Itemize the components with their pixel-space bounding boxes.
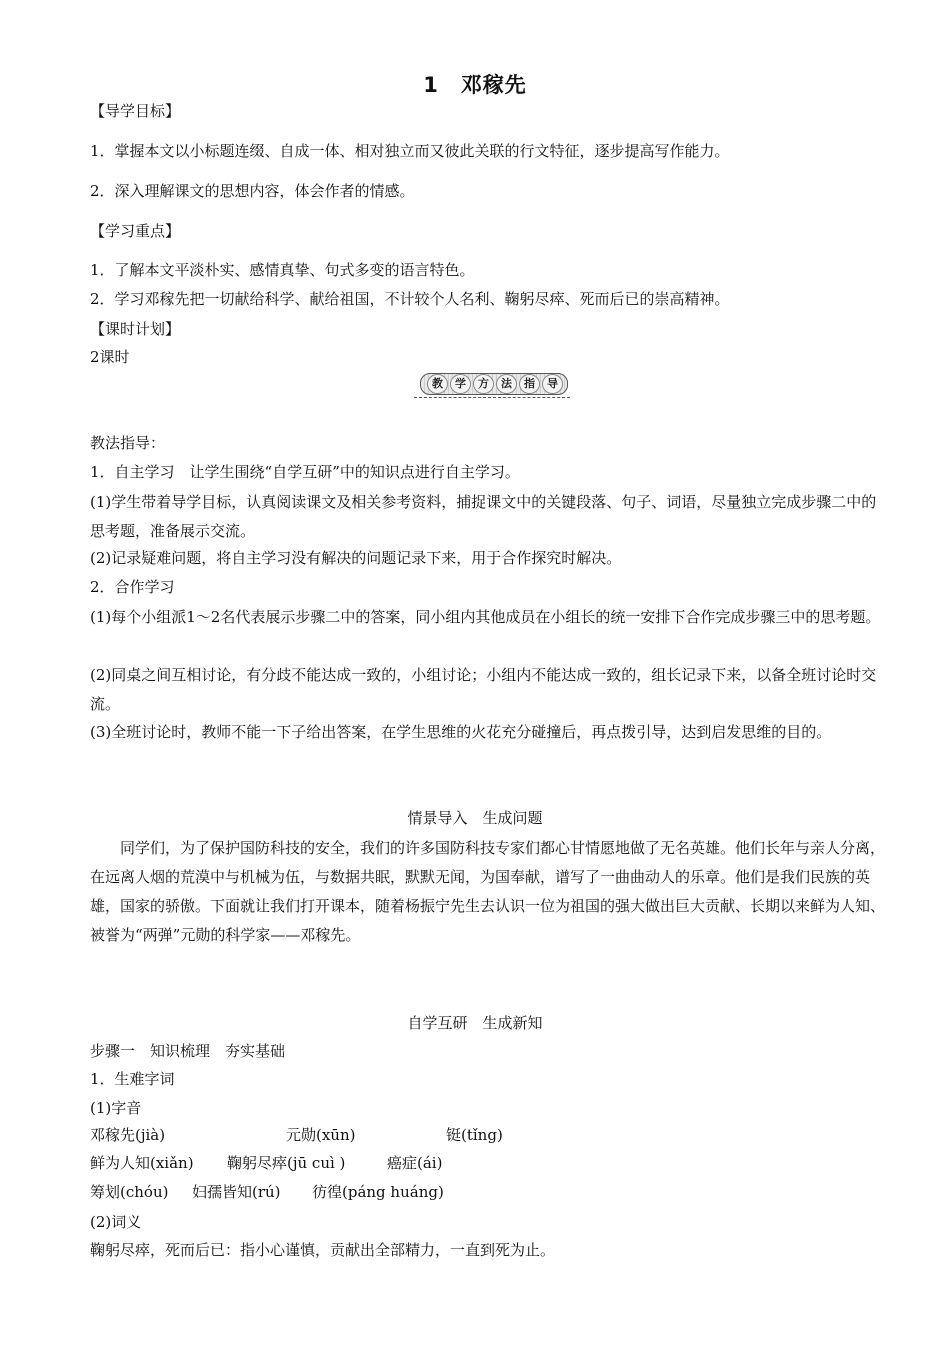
schedule-heading: 【课时计划】: [90, 320, 181, 338]
banner-char: 学: [450, 374, 471, 394]
banner-char: 教: [427, 374, 448, 394]
intro-heading: 情景导入 生成问题: [407, 809, 543, 827]
method-item-2: 2．合作学习: [90, 578, 175, 596]
pinyin-entry: 筹划(chóu): [90, 1183, 169, 1201]
step-one-heading: 步骤一 知识梳理 夯实基础: [90, 1042, 286, 1060]
meaning-heading: (2)词义: [90, 1213, 142, 1231]
key-point-2: 2．学习邓稼先把一切献给科学、献给祖国，不计较个人名利、鞠躬尽瘁、死而后已的崇高精神。: [90, 290, 730, 308]
pinyin-entry: 鞠躬尽瘁(jū cuì ): [227, 1154, 346, 1172]
key-point-1: 1．了解本文平淡朴实、感情真挚、句式多变的语言特色。: [90, 261, 475, 279]
banner-char: 指: [519, 374, 540, 394]
guide-goals-heading: 【导学目标】: [90, 102, 181, 120]
meaning-text: 鞠躬尽瘁，死而后已：指小心谨慎，贡献出全部精力，一直到死为止。: [90, 1241, 556, 1259]
method-item-2c: (3)全班讨论时，教师不能一下子给出答案，在学生思维的火花充分碰撞后，再点拨引导，达到启发思维的目的。: [90, 723, 832, 741]
page-title: [0, 70, 950, 102]
pinyin-row-3: [90, 1181, 444, 1204]
method-item-1: 1．自主学习 让学生围绕“自学互研”中的知识点进行自主学习。: [90, 463, 520, 481]
banner-char: 方: [473, 374, 494, 394]
pinyin-entry: 铤(tǐng): [446, 1126, 503, 1144]
guide-goal-2: 2．深入理解课文的思想内容，体会作者的情感。: [90, 182, 415, 200]
pinyin-entry: 元勋(xūn): [286, 1126, 356, 1144]
banner-char: 法: [496, 374, 517, 394]
method-item-1b: (2)记录疑难问题，将自主学习没有解决的问题记录下来，用于合作探究时解决。: [90, 549, 622, 567]
key-points-heading: 【学习重点】: [90, 222, 181, 240]
banner-char: 导: [542, 374, 563, 394]
pinyin-row-1: [90, 1124, 503, 1147]
pinyin-entry: 彷徨(páng huáng): [312, 1183, 444, 1201]
method-heading: 教法指导：: [90, 434, 166, 452]
pinyin-entry: 妇孺皆知(rú): [192, 1183, 281, 1201]
pronunciation-heading: (1)字音: [90, 1099, 142, 1117]
method-item-2b: (2)同桌之间互相讨论，有分歧不能达成一致的，小组讨论；小组内不能达成一致的，组长记录下来，以备全班讨论时交流。: [90, 666, 877, 713]
pinyin-entry: 鲜为人知(xiǎn): [90, 1154, 194, 1172]
pinyin-entry: 癌症(ái): [387, 1154, 443, 1172]
intro-paragraph: 同学们，为了保护国防科技的安全，我们的许多国防科技专家们都心甘情愿地做了无名英雄。他们长年与亲人分离，在远离人烟的荒漠中与机械为伍，与数据共眠，默默无闻，为国奉献，谱写了一曲曲动人的乐章。他们是我们民族的英雄，国家的骄傲。下面就让我们打开课本，随着杨振宁先生去认识一位为祖国的强大做出巨大贡献、长期以来鲜为人知、被誉为“两弹”元勋的科学家——邓稼先。: [90, 839, 886, 944]
banner-dashed-rule: [414, 397, 570, 398]
lesson-title: 邓稼先: [460, 73, 527, 97]
teaching-method-banner: [420, 373, 568, 395]
self-study-heading: 自学互研 生成新知: [407, 1014, 543, 1032]
schedule-value: 2课时: [90, 348, 130, 366]
lesson-number: 1: [423, 73, 439, 97]
pinyin-row-2: [90, 1152, 442, 1175]
vocab-heading: 1．生难字词: [90, 1070, 175, 1088]
guide-goal-1: 1．掌握本文以小标题连缀、自成一体、相对独立而又彼此关联的行文特征，逐步提高写作能力。: [90, 142, 730, 160]
method-item-2a: (1)每个小组派1～2名代表展示步骤二中的答案，同小组内其他成员在小组长的统一安排下合作完成步骤三中的思考题。: [90, 608, 881, 626]
method-item-1a: (1)学生带着导学目标，认真阅读课文及相关参考资料，捕捉课文中的关键段落、句子、词语，尽量独立完成步骤二中的思考题，准备展示交流。: [90, 493, 877, 540]
pinyin-entry: 邓稼先(jià): [90, 1126, 166, 1144]
